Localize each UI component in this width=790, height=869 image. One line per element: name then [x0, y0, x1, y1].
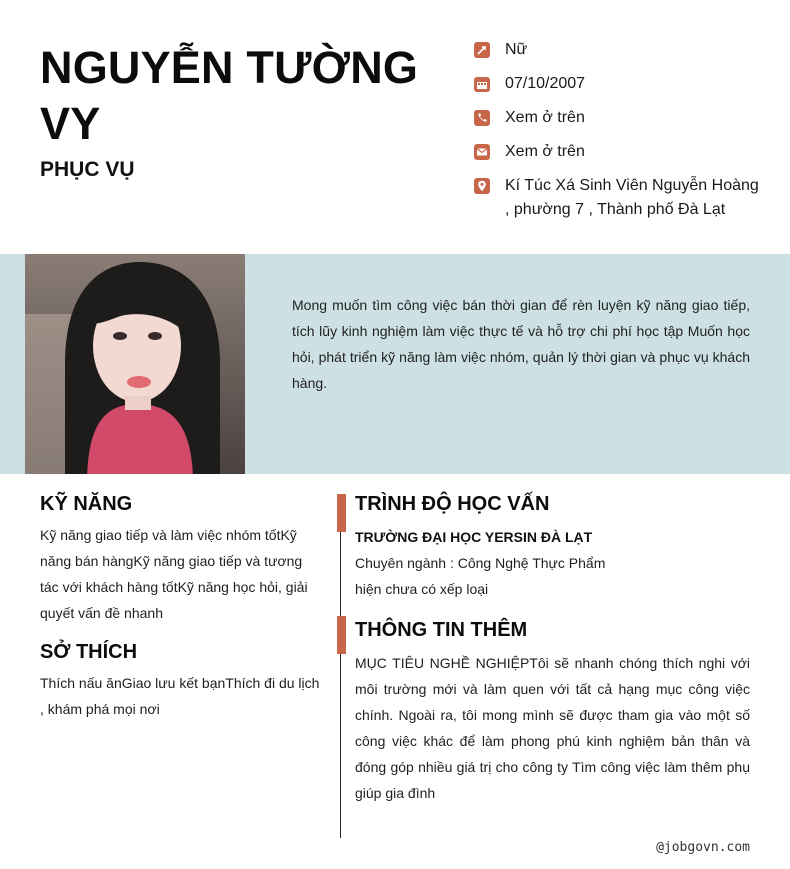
contact-email-text: Xem ở trên — [505, 143, 585, 160]
skills-body: Kỹ năng giao tiếp và làm việc nhóm tốtKỹ năng bán hàngKỹ năng giao tiếp và tương tác với khách hàng tốtKỹ năng học hỏi, giải quyết vấn đề nhanh — [40, 527, 308, 621]
school-name: TRƯỜNG ĐẠI HỌC YERSIN ĐÀ LẠT — [355, 529, 593, 545]
hobbies-title: SỞ THÍCH — [40, 641, 138, 663]
calendar-icon — [473, 75, 491, 93]
location-icon — [473, 177, 491, 195]
column-divider — [340, 494, 341, 838]
hobbies-body: Thích nấu ănGiao lưu kết bạnThích đi du lịch , khám phá mọi nơi — [40, 675, 320, 717]
contact-gender — [472, 38, 762, 62]
contact-email — [472, 140, 762, 164]
hobbies-section — [40, 638, 320, 722]
candidate-role: PHỤC VỤ — [40, 158, 135, 181]
extra-info-marker — [337, 616, 346, 654]
contact-birthday — [472, 72, 762, 96]
education-rank: hiện chưa có xếp loại — [355, 581, 489, 597]
contact-phone — [472, 106, 762, 130]
contact-phone-text: Xem ở trên — [505, 109, 585, 126]
extra-info-body: MỤC TIÊU NGHỀ NGHIỆPTôi sẽ nhanh chóng thích nghi với môi trường mới và làm quen với tất cả hạng mục công việc chính. Ngoài ra, tôi mong mình sẽ được tham gia vào một số công việc khác để làm phong phú kinh nghiệm bản thân và đóng góp nhiều giá trị cho công ty Tìm công việc làm thêm phụ giúp gia đình — [355, 655, 750, 801]
contact-list — [472, 38, 762, 232]
phone-icon — [473, 109, 491, 127]
contact-address — [472, 174, 762, 222]
gender-icon — [473, 41, 491, 59]
profile-photo — [25, 254, 245, 474]
footer-watermark: @jobgovn.com — [656, 840, 750, 855]
contact-birthday-text: 07/10/2007 — [505, 75, 586, 92]
skills-title: KỸ NĂNG — [40, 493, 133, 515]
education-marker — [337, 494, 346, 532]
email-icon — [473, 143, 491, 161]
candidate-name: NGUYỄN TƯỜNG VY — [40, 42, 419, 149]
contact-address-text: Kí Túc Xá Sinh Viên Nguyễn Hoàng , phường 7 , Thành phố Đà Lạt — [505, 177, 759, 218]
left-column — [40, 490, 320, 722]
extra-info-section — [355, 616, 750, 806]
right-column — [355, 490, 750, 806]
education-title: TRÌNH ĐỘ HỌC VẤN — [355, 493, 550, 515]
cv-header — [0, 0, 790, 254]
education-section — [355, 490, 750, 602]
extra-info-title: THÔNG TIN THÊM — [355, 619, 528, 641]
skills-section — [40, 490, 320, 626]
contact-gender-text: Nữ — [505, 41, 528, 58]
career-objective: Mong muốn tìm công việc bán thời gian để rèn luyện kỹ năng giao tiếp, tích lũy kinh nghiệm làm việc thực tế và hỗ trợ chi phí học tập Muốn học hỏi, phát triển kỹ năng làm việc nhóm, quản lý thời gian và phục vụ khách hàng. — [292, 297, 750, 391]
education-major: Chuyên ngành : Công Nghệ Thực Phẩm — [355, 555, 606, 571]
